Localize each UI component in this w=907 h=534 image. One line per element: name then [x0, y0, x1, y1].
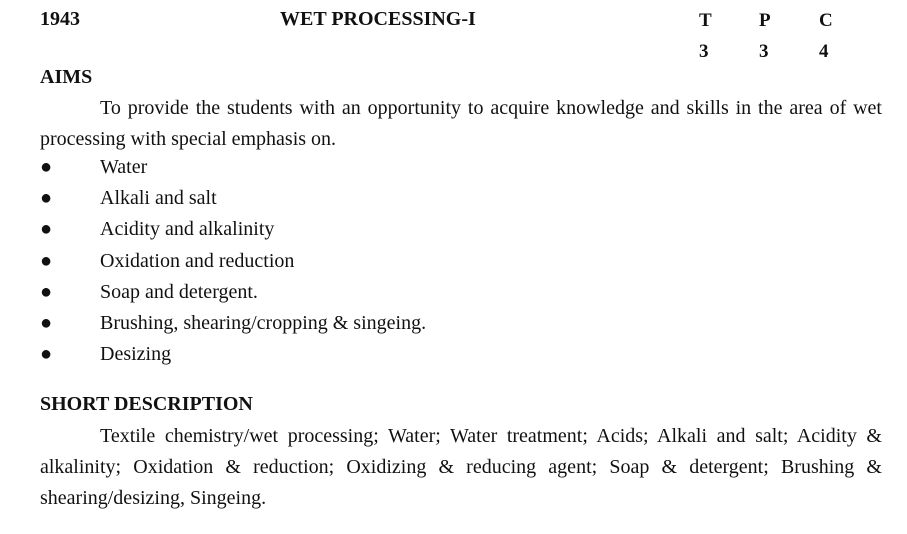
list-item-label: Oxidation and reduction — [100, 250, 295, 272]
column-value-c: 4 — [819, 41, 829, 62]
list-item-label: Alkali and salt — [100, 187, 217, 209]
short-description-text: Textile chemistry/wet processing; Water; Water treatment; Acids; Alkali and salt; Acidity & alkalinity; Oxidation & reduction; Oxidizing & reducing agent; Soap & detergent; Brushing & shearing/desizing, Singeing. — [40, 425, 882, 509]
list-item-label: Desizing — [100, 343, 172, 365]
column-label-t: T — [699, 10, 712, 31]
bullet-icon: ● — [40, 343, 53, 365]
column-label-p: P — [759, 10, 771, 31]
column-label-c: C — [819, 10, 833, 31]
column-value-p: 3 — [759, 41, 769, 62]
aims-heading: AIMS — [40, 66, 93, 88]
aims-intro: To provide the students with an opportunity to acquire knowledge and skills in the area of wet processing with special emphasis on. — [40, 97, 882, 150]
short-description-heading: SHORT DESCRIPTION — [40, 393, 253, 415]
list-item-label: Soap and detergent. — [100, 281, 258, 303]
course-code: 1943 — [40, 8, 80, 30]
column-value-t: 3 — [699, 41, 709, 62]
bullet-icon: ● — [40, 281, 53, 303]
list-item-label: Brushing, shearing/cropping & singeing. — [100, 312, 427, 334]
bullet-icon: ● — [40, 156, 53, 178]
bullet-icon: ● — [40, 187, 53, 209]
bullet-icon: ● — [40, 218, 53, 240]
bullet-icon: ● — [40, 312, 53, 334]
list-item-label: Water — [100, 156, 148, 178]
list-item-label: Acidity and alkalinity — [100, 218, 275, 240]
course-title: WET PROCESSING-I — [280, 8, 476, 30]
bullet-icon: ● — [40, 250, 53, 272]
